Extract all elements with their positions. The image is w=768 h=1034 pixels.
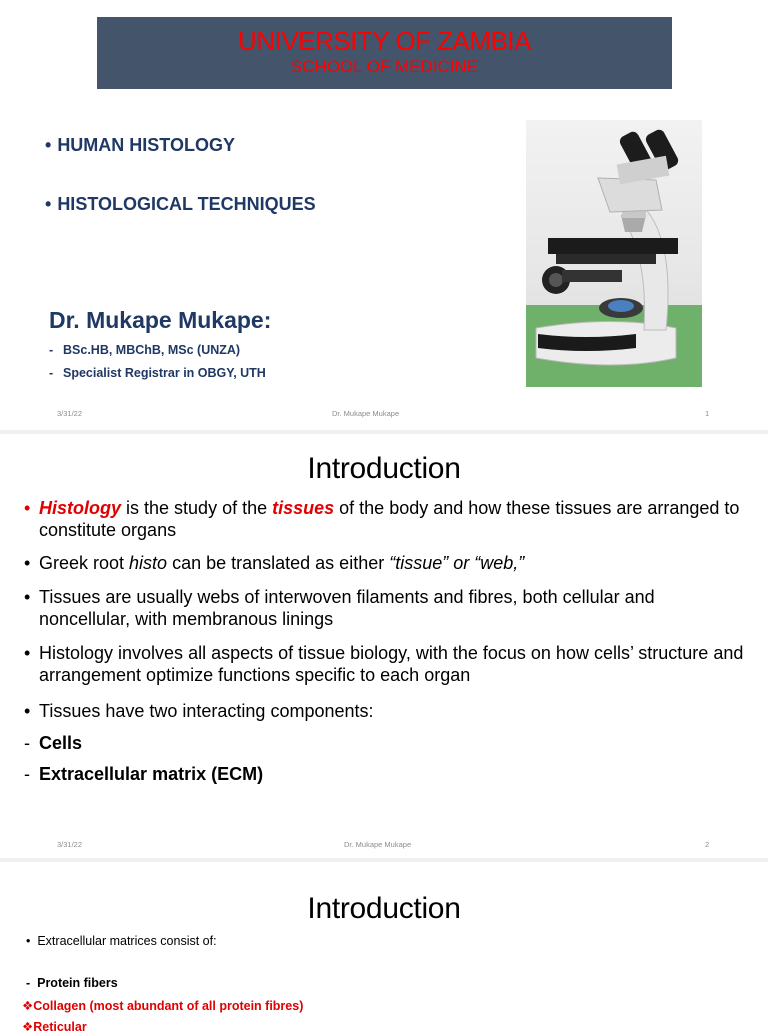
bullet-dot-icon: • <box>45 135 52 155</box>
sub-item: ❖Reticular <box>22 1020 87 1034</box>
credential-item: - BSc.HB, MBChB, MSc (UNZA) <box>49 343 241 357</box>
footer-date: 3/31/22 <box>57 409 83 418</box>
dash-item: - Cells <box>24 733 83 753</box>
bullet-item: • Histology is the study of the tissues of the body and how these tissues are arranged to constitute organs <box>24 498 740 540</box>
footer-date: 3/31/22 <box>57 840 83 849</box>
microscope-icon <box>526 120 702 387</box>
topic-bullet: • HISTOLOGICAL TECHNIQUES <box>45 194 316 214</box>
bullet-dot-icon: • <box>45 194 52 214</box>
bullet-dot-icon: • <box>24 553 31 573</box>
slide-heading: Introduction <box>307 892 461 925</box>
diamond-bullet-icon: ❖ <box>22 999 34 1013</box>
bullet-dot-icon: • <box>24 701 31 721</box>
footer-author: Dr. Mukape Mukape <box>332 409 400 418</box>
bullet-item: • Extracellular matrices consist of: <box>26 934 217 948</box>
bullet-dot-icon: • <box>24 498 31 518</box>
footer-author: Dr. Mukape Mukape <box>344 840 412 849</box>
slide-3 <box>0 862 768 1034</box>
bullet-item: • Histology involves all aspects of tissue biology, with the focus on how cells’ structure and arrangement optimize functions specific to each organ <box>24 643 744 685</box>
slide-heading: Introduction <box>307 452 461 485</box>
dash-item: - Protein fibers <box>26 976 118 990</box>
banner-subtitle: SCHOOL OF MEDICINE <box>290 57 479 76</box>
footer-page-number: 1 <box>705 409 710 418</box>
bullet-item: • Tissues have two interacting components: <box>24 701 374 721</box>
microscope-image <box>526 120 702 387</box>
slide-2 <box>0 434 768 858</box>
bullet-dot-icon: • <box>24 643 31 663</box>
dash-item: - Extracellular matrix (ECM) <box>24 764 264 784</box>
title-banner <box>97 17 672 89</box>
footer-page-number: 2 <box>705 840 710 849</box>
sub-item: ❖Collagen (most abundant of all protein fibres) <box>22 999 304 1013</box>
banner-title: UNIVERSITY OF ZAMBIA <box>238 26 531 56</box>
diamond-bullet-icon: ❖ <box>22 1020 34 1034</box>
topic-bullet: • HUMAN HISTOLOGY <box>45 135 235 155</box>
slide-1 <box>0 0 768 430</box>
bullet-dot-icon: • <box>26 934 31 948</box>
bullet-dot-icon: • <box>24 587 31 607</box>
credential-item: - Specialist Registrar in OBGY, UTH <box>49 366 266 380</box>
author-name: Dr. Mukape Mukape: <box>49 307 272 333</box>
bullet-item: • Greek root histo can be translated as either “tissue” or “web,” <box>24 553 525 573</box>
bullet-item: • Tissues are usually webs of interwoven filaments and fibres, both cellular and noncellular, with membranous linings <box>24 587 655 629</box>
